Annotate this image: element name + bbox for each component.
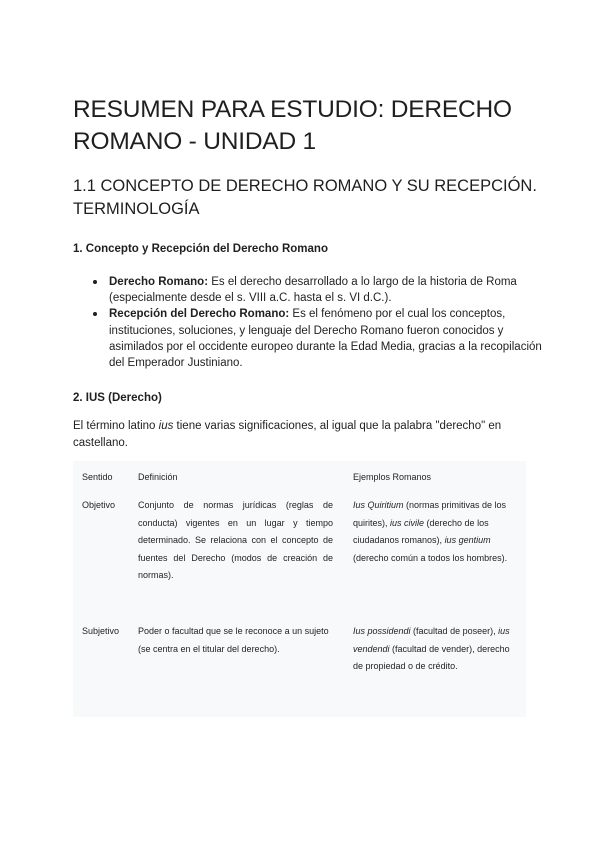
list-item bbox=[73, 274, 543, 306]
table-cell-sentido: Objetivo bbox=[82, 500, 116, 510]
table-cell-sentido: Subjetivo bbox=[82, 626, 120, 636]
table-cell-definicion: Poder o facultad que se le reconoce a un sujeto (se centra en el titular del derecho). bbox=[138, 626, 329, 654]
paragraph-italic-term: ius bbox=[158, 420, 174, 432]
list-item-text: Es el derecho desarrollado a lo largo de la historia de Roma (especialmente desde el s. VIII a.C. hasta el s. VI d.C.). bbox=[109, 276, 517, 305]
ius-paragraph bbox=[73, 418, 543, 452]
subsection-heading-ius: 2. IUS (Derecho) bbox=[73, 392, 162, 404]
list-item bbox=[73, 306, 543, 371]
list-item-term: Recepción del Derecho Romano: bbox=[109, 308, 290, 321]
table-cell-definicion: Conjunto de normas jurídicas (reglas de conducta) vigentes en un lugar y tiempo determinado. Se relaciona con el concepto de fuentes del Derecho (modos de creación de normas). bbox=[138, 500, 333, 580]
table-cell-ejemplos: Ius possidendi (facultad de poseer), ius vendendi (facultad de vender), derecho de propiedad o de crédito. bbox=[353, 626, 510, 671]
list-item-text: Es el fenómeno por el cual los conceptos, instituciones, soluciones, y lenguaje del Derecho Romano fueron conocidos y asimilados por el occidente europeo durante la Edad Media, gracias a la recopilación del Emperador Justiniano. bbox=[109, 308, 542, 370]
list-item-term: Derecho Romano: bbox=[109, 276, 209, 288]
ius-table bbox=[73, 461, 526, 717]
table-header-ejemplos: Ejemplos Romanos bbox=[353, 472, 432, 482]
paragraph-text: El término latino bbox=[73, 420, 159, 432]
definition-list bbox=[73, 274, 543, 371]
table-header-sentido: Sentido bbox=[82, 472, 113, 482]
table-header-definicion: Definición bbox=[138, 472, 178, 482]
document-title: RESUMEN PARA ESTUDIO: DERECHO ROMANO - UNIDAD 1 bbox=[73, 96, 512, 155]
subsection-heading-concepto: 1. Concepto y Recepción del Derecho Romano bbox=[73, 243, 328, 255]
paragraph-text: tiene varias significaciones, al igual que la palabra "derecho" en castellano. bbox=[73, 420, 502, 449]
section-heading: 1.1 CONCEPTO DE DERECHO ROMANO Y SU RECEPCIÓN. TERMINOLOGÍA bbox=[73, 177, 537, 218]
table-cell-ejemplos: Ius Quiritium (normas primitivas de los quirites), ius civile (derecho de los ciudadanos romanos), ius gentium (derecho común a todos los hombres). bbox=[353, 500, 508, 563]
